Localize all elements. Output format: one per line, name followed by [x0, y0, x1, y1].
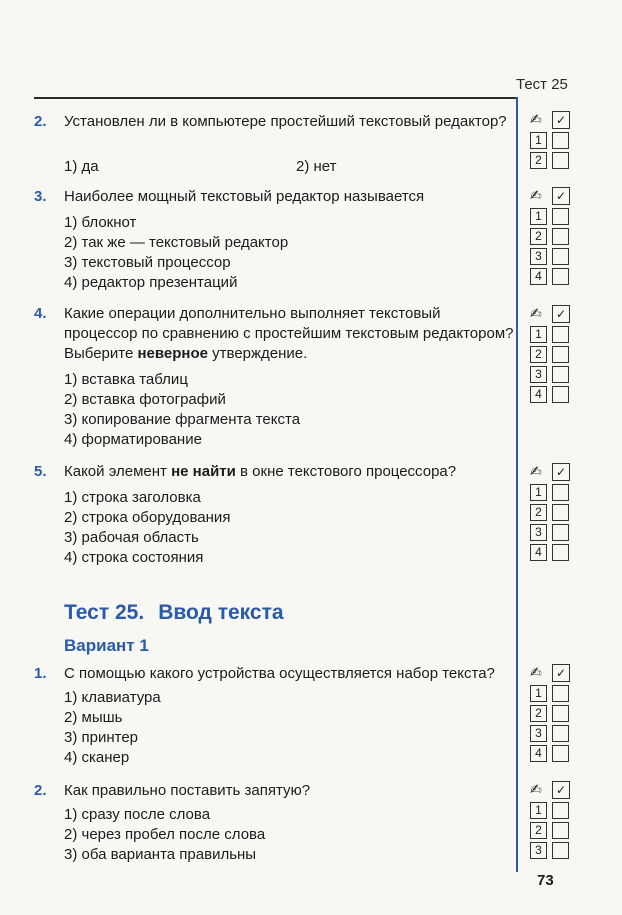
answer-box[interactable] [552, 132, 569, 149]
option-3: 3) копирование фрагмента текста [64, 411, 301, 428]
option-3: 3) оба варианта правильны [64, 846, 257, 863]
pencil-icon: ✍ [530, 665, 542, 681]
option-4: 4) сканер [64, 749, 130, 766]
question-number: 2. [34, 113, 47, 130]
option-4: 4) форматирование [64, 431, 202, 448]
running-header-title: Тест 25 [516, 76, 568, 93]
check-icon: ✓ [552, 463, 570, 481]
answer-box[interactable] [552, 802, 569, 819]
answer-box[interactable] [552, 544, 569, 561]
check-icon: ✓ [552, 664, 570, 682]
question-text: Наиболее мощный текстовый редактор называется [64, 188, 425, 205]
answer-box[interactable] [552, 228, 569, 245]
answer-box[interactable] [552, 705, 569, 722]
page-number: 73 [537, 872, 554, 889]
option-4: 4) строка состояния [64, 549, 204, 566]
answer-box[interactable] [552, 248, 569, 265]
option-2: 2) через пробел после слова [64, 826, 266, 843]
option-4: 4) редактор презентаций [64, 274, 238, 291]
question-text: Какие операции дополнительно выполняет текстовый процессор по сравнению с простейшим текстовым редактором? Выберите неверное утверждение. [64, 305, 514, 362]
textbook-page: Тест 25 2. Установлен ли в компьютере простейший текстовый редактор? 1) да 2) нет ✍ ✓ 1 2 3. Наиболее мощный текстовый редактор называется 1) блокнот 2) так же — текстовый редактор 3) текстовый процессор 4) редактор презентаций ✍ ✓ 1 2 3 4 4. Какие операции дополнительно выполняет текстовый процессор по сравнению с простейшим текстовым редактором? Выберите неверное утверждение. 1) вставка таблиц 2) вставка фотографий 3) копирование фрагмента текста 4) форматирование ✍ ✓ 1 2 3 4 5. Какой элемент не найти в окне текстового процессора? 1) строка заголовка 2) строка оборудования 3) рабочая область 4) строка состояния ✍ ✓ 1 2 3 4 Тест 25. Ввод текста Вариант 1 1. С помощью какого устройства осуществляется набор текста? 1) клавиатура 2) мышь 3) принтер 4) сканер ✍ ✓ 1 2 3 4 2. Как правильно поставить запятую? 1) сразу после слова 2) через пробел после слова 3) оба варианта правильны ✍ ✓ 1 2 3 73 [0, 0, 622, 915]
variant-title: Вариант 1 [64, 636, 149, 655]
question-number: 4. [34, 305, 47, 322]
pencil-icon: ✍ [530, 464, 542, 480]
answer-box[interactable] [552, 366, 569, 383]
option-1: 1) вставка таблиц [64, 371, 188, 388]
answer-column-divider [516, 97, 518, 872]
option-2: 2) строка оборудования [64, 509, 231, 526]
answer-box[interactable] [552, 504, 569, 521]
question-text: С помощью какого устройства осуществляется набор текста? [64, 665, 495, 682]
section-title: Тест 25. Ввод текста [64, 601, 284, 624]
answer-box[interactable] [552, 524, 569, 541]
option-1: 1) блокнот [64, 214, 137, 231]
option-2: 2) мышь [64, 709, 123, 726]
question-text: Как правильно поставить запятую? [64, 782, 311, 799]
option-3: 3) текстовый процессор [64, 254, 231, 271]
answer-box[interactable] [552, 725, 569, 742]
pencil-icon: ✍ [530, 782, 542, 798]
option-2: 2) так же — текстовый редактор [64, 234, 289, 251]
option-1: 1) да [64, 158, 99, 175]
answer-box[interactable] [552, 152, 569, 169]
question-text: Установлен ли в компьютере простейший текстовый редактор? [64, 113, 507, 130]
question-number: 3. [34, 188, 47, 205]
answer-box[interactable] [552, 822, 569, 839]
question-number: 2. [34, 782, 47, 799]
pencil-icon: ✍ [530, 112, 542, 128]
option-1: 1) клавиатура [64, 689, 161, 706]
answer-box[interactable] [552, 745, 569, 762]
option-3: 3) рабочая область [64, 529, 199, 546]
answer-box[interactable] [552, 484, 569, 501]
pencil-icon: ✍ [530, 188, 542, 204]
pencil-icon: ✍ [530, 306, 542, 322]
option-2: 2) нет [296, 158, 337, 175]
check-icon: ✓ [552, 781, 570, 799]
check-icon: ✓ [552, 187, 570, 205]
answer-box[interactable] [552, 386, 569, 403]
option-2: 2) вставка фотографий [64, 391, 226, 408]
answer-box[interactable] [552, 346, 569, 363]
answer-box[interactable] [552, 326, 569, 343]
question-number: 1. [34, 665, 47, 682]
answer-box[interactable] [552, 685, 569, 702]
check-icon: ✓ [552, 305, 570, 323]
option-3: 3) принтер [64, 729, 139, 746]
option-1: 1) сразу после слова [64, 806, 211, 823]
header-rule [34, 97, 516, 99]
option-1: 1) строка заголовка [64, 489, 201, 506]
question-number: 5. [34, 463, 47, 480]
answer-box[interactable] [552, 208, 569, 225]
answer-box[interactable] [552, 268, 569, 285]
answer-box[interactable] [552, 842, 569, 859]
question-text: Какой элемент не найти в окне текстового процессора? [64, 463, 457, 480]
check-icon: ✓ [552, 111, 570, 129]
